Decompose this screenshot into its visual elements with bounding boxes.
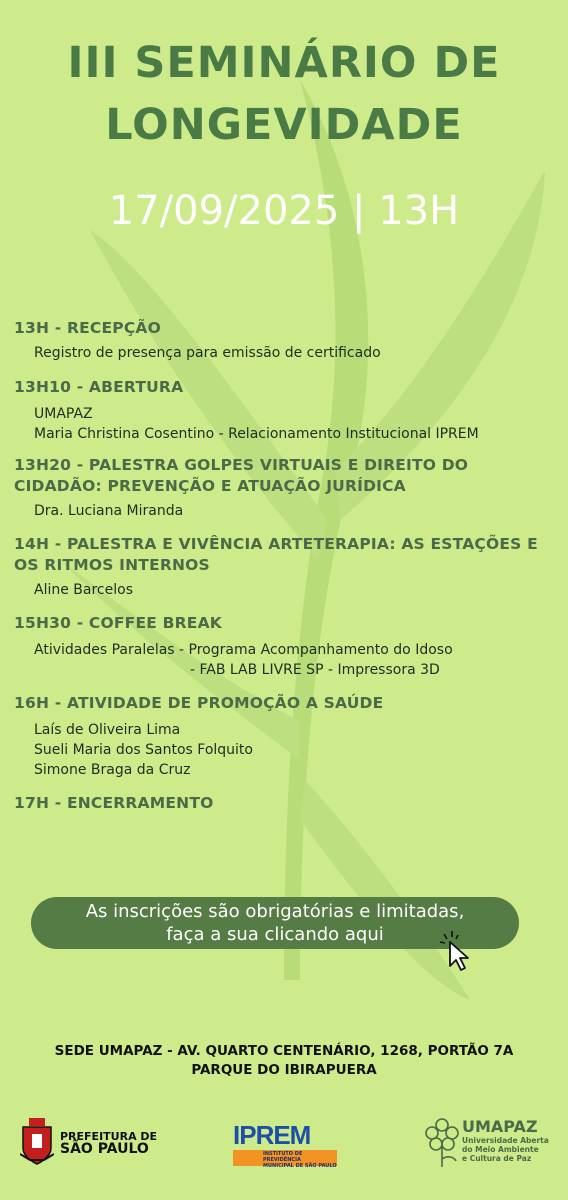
umapaz-sub2: do Meio Ambiente <box>462 1145 539 1154</box>
iprem-sub1: INSTITUTO DE PREVIDÊNCIA <box>263 1151 303 1163</box>
agenda-item-line: - FAB LAB LIVRE SP - Impressora 3D <box>190 662 440 678</box>
event-address <box>0 1042 568 1080</box>
umapaz-logo <box>462 1118 549 1163</box>
agenda-item-title: 16H - ATIVIDADE DE PROMOÇÃO A SAÚDE <box>14 694 384 712</box>
agenda-item <box>14 455 554 521</box>
page-title-line2: LONGEVIDADE <box>105 100 463 150</box>
agenda-item-title: 13H20 - PALESTRA GOLPES VIRTUAIS E DIREITO DO CIDADÃO: PREVENÇÃO E ATUAÇÃO JURÍDICA <box>14 456 469 495</box>
agenda-item <box>14 318 554 363</box>
agenda-item-line: Aline Barcelos <box>34 582 133 598</box>
agenda-item <box>14 693 554 780</box>
agenda-item-line: Registro de presença para emissão de certificado <box>34 345 381 361</box>
agenda-item <box>14 534 554 600</box>
agenda-item-line: Sueli Maria dos Santos Folquito <box>34 742 253 758</box>
umapaz-name: UMAPAZ <box>462 1117 538 1136</box>
agenda-item-title: 13H10 - ABERTURA <box>14 378 184 396</box>
registration-button-line2: faça a sua clicando aqui <box>166 924 384 945</box>
iprem-sub2: MUNICIPAL DE SÃO PAULO <box>263 1163 337 1169</box>
umapaz-flower-icon <box>424 1117 460 1169</box>
agenda-item-title: 13H - RECEPÇÃO <box>14 319 161 337</box>
agenda-item-title: 14H - PALESTRA E VIVÊNCIA ARTETERAPIA: AS ESTAÇÕES E OS RITMOS INTERNOS <box>14 535 538 574</box>
registration-button-line1: As inscrições são obrigatórias e limitadas, <box>85 901 465 922</box>
agenda-item <box>14 793 554 814</box>
agenda-item <box>14 613 554 680</box>
umapaz-sub1: Universidade Aberta <box>462 1136 549 1145</box>
click-cursor-icon <box>438 930 478 972</box>
agenda-item-title: 15H30 - COFFEE BREAK <box>14 614 222 632</box>
address-line2: PARQUE DO IBIRAPUERA <box>191 1062 377 1078</box>
prefeitura-line1: PREFEITURA DE <box>60 1130 158 1143</box>
umapaz-sub3: e Cultura de Paz <box>462 1154 532 1163</box>
agenda-item-line: Laís de Oliveira Lima <box>34 722 181 738</box>
iprem-name: IPREM <box>233 1120 311 1150</box>
sao-paulo-coat-of-arms-icon <box>20 1118 54 1166</box>
prefeitura-line2: SÃO PAULO <box>60 1141 149 1157</box>
address-line1: SEDE UMAPAZ - AV. QUARTO CENTENÁRIO, 1268, PORTÃO 7A <box>54 1043 514 1059</box>
agenda <box>14 318 554 823</box>
agenda-item-line: Atividades Paralelas - Programa Acompanhamento do Idoso <box>34 642 453 658</box>
page-title-line1: III SEMINÁRIO DE <box>67 38 501 88</box>
agenda-item-line: UMAPAZ <box>34 406 93 422</box>
event-date: 17/09/2025 | 13H <box>108 188 460 234</box>
iprem-logo <box>233 1120 337 1169</box>
agenda-item <box>14 377 554 444</box>
agenda-item-line: Simone Braga da Cruz <box>34 762 191 778</box>
agenda-item-title: 17H - ENCERRAMENTO <box>14 794 214 812</box>
agenda-item-line: Maria Christina Cosentino - Relacionamento Institucional IPREM <box>34 426 479 442</box>
agenda-item-line: Dra. Luciana Miranda <box>34 503 184 519</box>
